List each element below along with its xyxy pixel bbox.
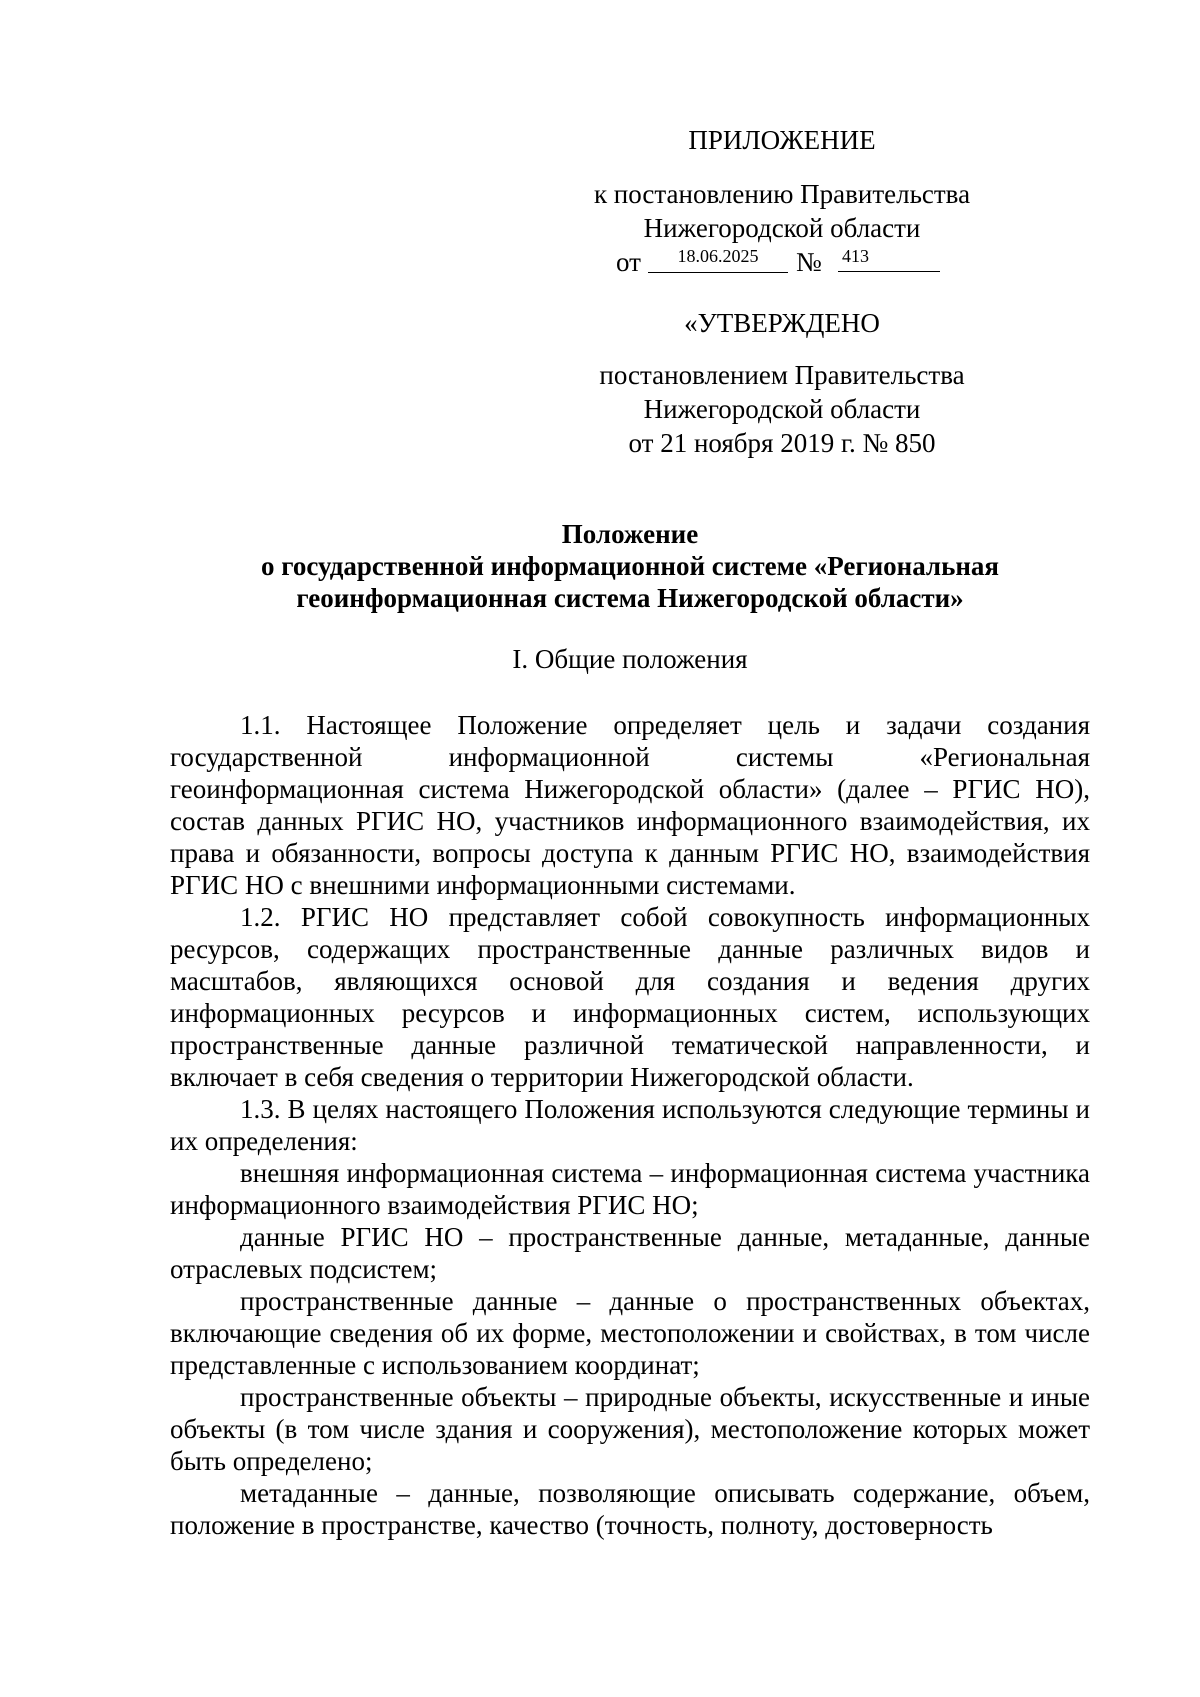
approved-by-line2: Нижегородской области (643, 394, 921, 424)
paragraph: 1.3. В целях настоящего Положения используются следующие термины и их определения: (170, 1094, 1090, 1156)
document-title (170, 518, 1090, 614)
paragraph: пространственные объекты – природные объекты, искусственные и иные объекты (в том числе здания и сооружения), местоположение которых может быть определено; (170, 1382, 1090, 1476)
annex-reference-line2: Нижегородской области (643, 213, 921, 243)
annex-date-number-row (562, 245, 1002, 279)
paragraph: внешняя информационная система – информационная система участника информационного взаимодействия РГИС НО; (170, 1158, 1090, 1220)
approved-mark-text: «УТВЕРЖДЕНО (684, 308, 880, 338)
annex-reference (562, 177, 1002, 279)
document-title-line1: Положение (561, 519, 699, 549)
document-body (170, 709, 1090, 1541)
section-heading: I. Общие положения (512, 644, 748, 674)
approved-by-line3: от 21 ноября 2019 г. № 850 (628, 428, 936, 458)
annex-reference-line1: к постановлению Правительства (593, 179, 971, 209)
paragraph: 1.1. Настоящее Положение определяет цель и задачи создания государственной информационной системы «Региональная геоинформационная система Нижегородской области» (далее – РГИС НО), состав данных РГИС НО, участников информационного взаимодействия, их права и обязанности, вопросы доступа к данным РГИС НО, взаимодействия РГИС НО с внешними информационными системами. (170, 710, 1090, 900)
resolution-number: 413 (838, 242, 940, 272)
from-label: от (616, 247, 641, 277)
paragraph: данные РГИС НО – пространственные данные, метаданные, данные отраслевых подсистем; (170, 1222, 1090, 1284)
annex-title-text: ПРИЛОЖЕНИЕ (688, 125, 876, 155)
document-title-line2: о государственной информационной системе «Региональная (260, 551, 1000, 581)
document-title-line3: геоинформационная система Нижегородской области» (296, 583, 964, 613)
resolution-date: 18.06.2025 (648, 242, 788, 273)
annex-title (562, 123, 1002, 157)
approved-by (562, 358, 1002, 460)
paragraph: метаданные – данные, позволяющие описывать содержание, объем, положение в пространстве, качество (точность, полноту, достоверность (170, 1478, 1090, 1540)
paragraph: пространственные данные – данные о пространственных объектах, включающие сведения об их форме, местоположении и свойствах, в том числе представленные с использованием координат; (170, 1286, 1090, 1380)
approved-mark (562, 306, 1002, 340)
approved-by-line1: постановлением Правительства (599, 360, 965, 390)
number-sign: № (796, 247, 822, 277)
paragraph: 1.2. РГИС НО представляет собой совокупность информационных ресурсов, содержащих пространственные данные различных видов и масштабов, являющихся основой для создания и ведения других информационных ресурсов и информационных систем, использующих пространственные данные различной тематической направленности, и включает в себя сведения о территории Нижегородской области. (170, 902, 1090, 1092)
